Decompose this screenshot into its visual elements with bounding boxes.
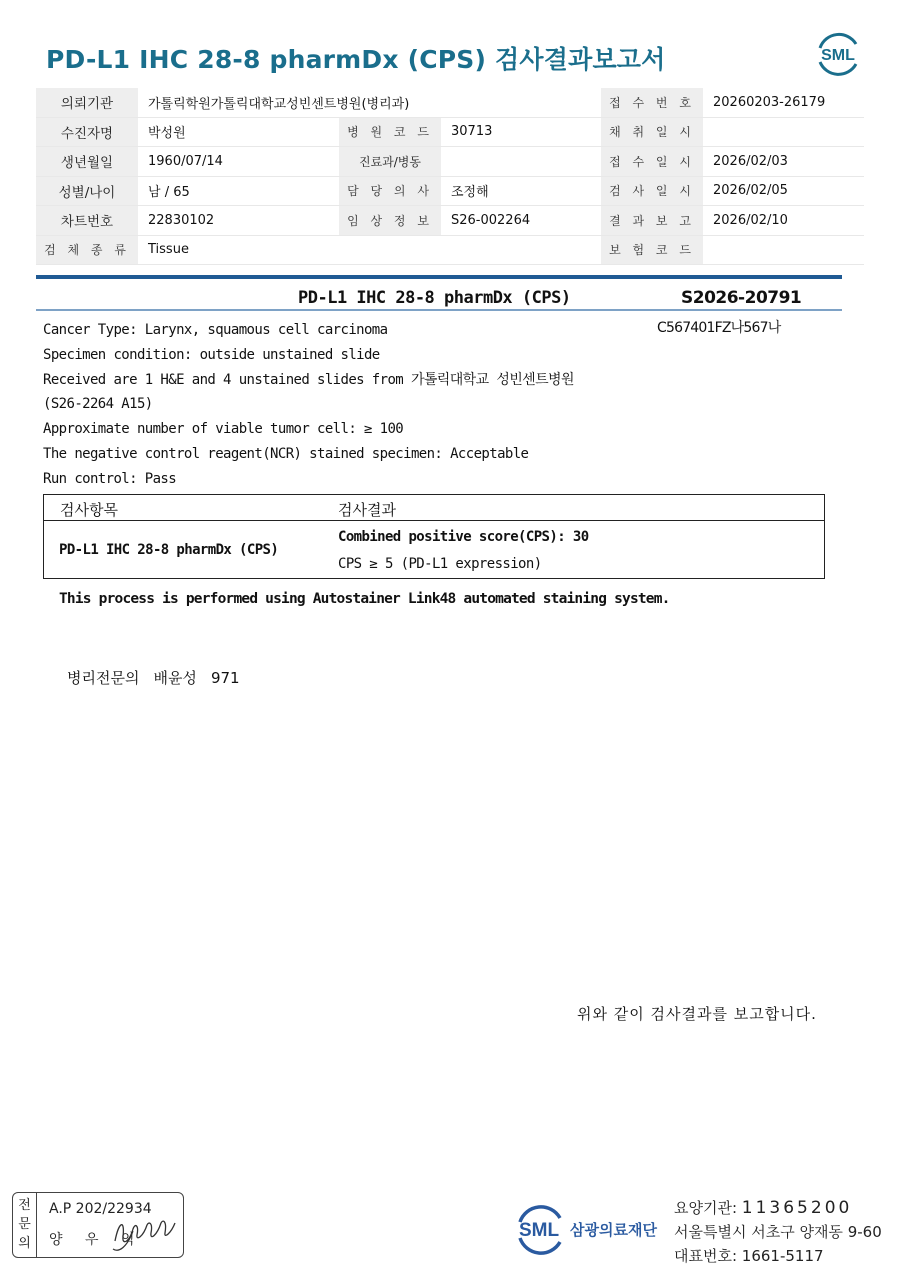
chart-no-value: 22830102	[138, 206, 339, 236]
result-number: S2026-20791	[681, 288, 802, 308]
closing-statement: 위와 같이 검사결과를 보고합니다.	[577, 1005, 817, 1023]
dept-label: 진료과/병동	[339, 147, 441, 177]
info-row	[36, 147, 864, 177]
result-code: C567401FZ나567나	[657, 320, 781, 336]
footer-info	[674, 1196, 882, 1268]
stamp-name: 양 우 익	[49, 1232, 144, 1248]
stamp-ap-no: A.P 202/22934	[49, 1201, 152, 1217]
doctor-value: 조정해	[441, 176, 601, 206]
result-item: PD-L1 IHC 28-8 pharmDx (CPS)	[59, 542, 279, 558]
info-row	[36, 88, 864, 117]
address: 서울특별시 서초구 양재동 9-60	[674, 1223, 882, 1241]
report-body	[43, 318, 574, 492]
sml-footer-logo	[510, 1200, 568, 1258]
report-date-label: 결 과 보 고	[601, 206, 703, 236]
section-rule-top	[36, 275, 842, 279]
result-sub: CPS ≥ 5 (PD-L1 expression)	[338, 556, 542, 572]
report-line: The negative control reagent(NCR) stained specimen: Acceptable	[43, 445, 529, 462]
result-col-item: 검사항목	[60, 501, 118, 519]
clinical-label: 임 상 정 보	[339, 206, 441, 236]
result-title: PD-L1 IHC 28-8 pharmDx (CPS)	[298, 288, 571, 308]
report-line: (S26-2264 A15)	[43, 396, 153, 413]
birth-value: 1960/07/14	[138, 147, 339, 177]
name-label: 수진자명	[36, 117, 138, 147]
doctor-label: 담 당 의 사	[339, 176, 441, 206]
stamp-label	[13, 1193, 37, 1257]
test-date-value: 2026/02/05	[703, 176, 864, 206]
info-row	[36, 206, 864, 236]
stamp-label-text: 전문의	[18, 1198, 31, 1251]
chart-no-label: 차트번호	[36, 206, 138, 236]
name-value: 박성원	[138, 117, 339, 147]
result-col-result: 검사결과	[338, 501, 396, 519]
care-code: 11365200	[741, 1198, 853, 1218]
receipt-date-value: 2026/02/03	[703, 147, 864, 177]
section-rule-bottom	[36, 309, 842, 311]
receipt-date-label: 접 수 일 시	[601, 147, 703, 177]
report-line: Specimen condition: outside unstained slide	[43, 346, 380, 363]
sml-logo	[812, 30, 864, 76]
phone-label: 대표번호:	[674, 1247, 738, 1265]
care-code-label: 요양기관:	[674, 1199, 738, 1217]
signature	[109, 1211, 189, 1255]
result-main: Combined positive score(CPS): 30	[338, 529, 589, 545]
collect-date-value	[703, 117, 864, 147]
report-title: PD-L1 IHC 28-8 pharmDx (CPS) 검사결과보고서	[46, 45, 666, 74]
phone: 1661-5117	[741, 1247, 824, 1265]
report-date-value: 2026/02/10	[703, 206, 864, 236]
insurance-label: 보 험 코 드	[601, 235, 703, 265]
birth-label: 생년월일	[36, 147, 138, 177]
receipt-no-value: 20260203-26179	[703, 88, 864, 117]
insurance-value	[703, 235, 864, 265]
receipt-no-label: 접 수 번 호	[601, 88, 703, 117]
dept-value	[441, 147, 601, 177]
sml-logo-text: SML	[821, 47, 855, 64]
patient-info-table	[36, 88, 864, 265]
sex-age-label: 성별/나이	[36, 176, 138, 206]
report-line: Received are 1 H&E and 4 unstained slides from 가톨릭대학교 성빈센트병원	[43, 371, 574, 388]
report-line: Approximate number of viable tumor cell: ≥ 100	[43, 421, 404, 438]
info-row	[36, 176, 864, 206]
sex-age-value: 남 / 65	[138, 176, 339, 206]
foundation-name: 삼광의료재단	[570, 1221, 657, 1239]
process-note: This process is performed using Autostainer Link48 automated staining system.	[59, 591, 670, 607]
pathologist-no: 971	[210, 669, 240, 687]
specimen-value: Tissue	[138, 235, 601, 265]
institution-label: 의뢰기관	[36, 88, 138, 117]
report-line: Cancer Type: Larynx, squamous cell carcinoma	[43, 322, 388, 338]
clinical-value: S26-002264	[441, 206, 601, 236]
institution-value: 가톨릭학원가톨릭대학교성빈센트병원(병리과)	[138, 88, 601, 117]
hospital-code-value: 30713	[441, 117, 601, 147]
test-date-label: 검 사 일 시	[601, 176, 703, 206]
specimen-label: 검 체 종 류	[36, 235, 138, 265]
pathologist-stamp	[12, 1192, 184, 1258]
pathologist-label: 병리전문의	[67, 669, 140, 687]
hospital-code-label: 병 원 코 드	[339, 117, 441, 147]
pathologist-name: 배윤성	[153, 669, 197, 687]
pathologist-line	[67, 667, 254, 688]
info-row	[36, 235, 864, 265]
report-line: Run control: Pass	[43, 470, 177, 487]
collect-date-label: 채 취 일 시	[601, 117, 703, 147]
result-header-rule	[44, 520, 824, 521]
result-table	[43, 494, 825, 579]
sml-footer-logo-text: SML	[518, 1220, 560, 1241]
info-row	[36, 117, 864, 147]
